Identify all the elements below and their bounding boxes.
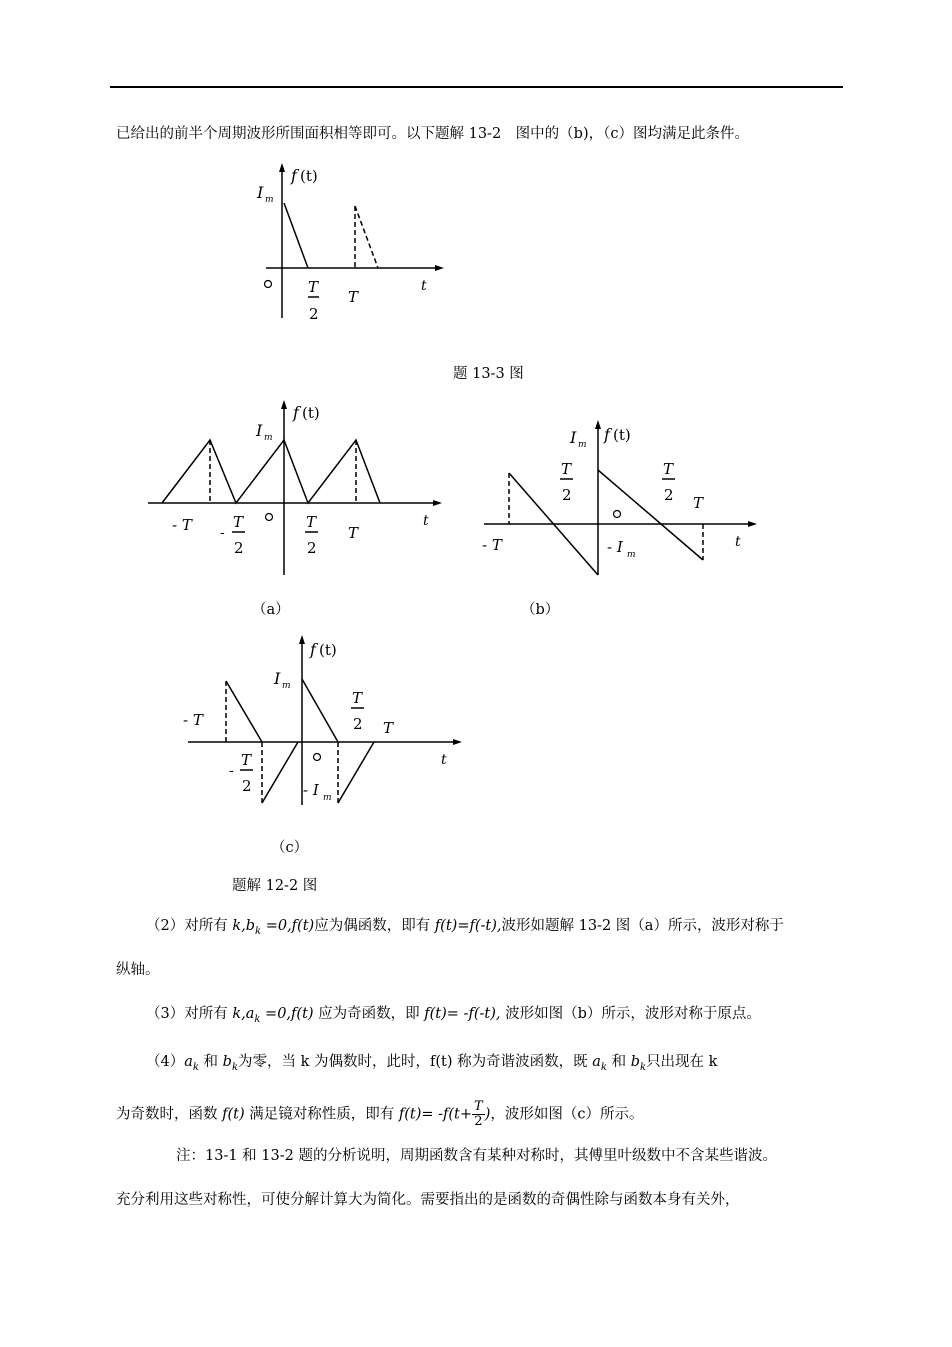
label-minus: - (220, 525, 225, 541)
label-T: T (306, 513, 317, 531)
label-t-paren: (t) (613, 426, 631, 444)
label-m: m (265, 195, 274, 205)
para-4-line-1: $(4)a_k$ 和 $b_k$为零，当 k 为偶数时，此时，f(t) 称为奇谐波函数，既 $a_k$ 和 $b_k$只出现在 k (146, 1054, 718, 1073)
label-2: 2 (307, 539, 317, 557)
label-2: 2 (234, 539, 244, 557)
origin-mark (314, 754, 321, 761)
caption-a: （a） (252, 602, 290, 618)
label-2: 2 (562, 486, 572, 504)
label-m: m (323, 793, 332, 803)
label-2: 2 (309, 305, 319, 323)
label-t-paren: (t) (319, 641, 337, 659)
para-3: （3）对所有 $k,a_k =0,f(t)$ 应为奇函数，即 f(t)= -f(-t), 波形如图（b）所示，波形对称于原点。 (146, 1006, 761, 1025)
caption-b: （b） (521, 602, 560, 618)
label-f: f (293, 403, 299, 422)
note-line-2: 充分利用这些对称性，可使分解计算大为简化。需要指出的是函数的奇偶性除与函数本身有关外， (116, 1192, 740, 1208)
caption-fig-12-2: 题解 12-2 图 (232, 878, 318, 894)
label-t: t (441, 752, 447, 768)
label-t-paren: (t) (300, 167, 318, 185)
label-minus: - (229, 763, 234, 779)
label-I: I (570, 428, 577, 447)
label-2: 2 (242, 777, 252, 795)
caption-fig-13-3: 题 13-3 图 (453, 366, 524, 382)
label-I: I (274, 669, 281, 688)
label-T: T (241, 751, 252, 769)
label-f: f (291, 166, 297, 185)
note-line-1: 注：13-1 和 13-2 题的分析说明，周期函数含有某种对称时，其傅里叶级数中不含某些谐波。 (176, 1148, 777, 1164)
label-T: T (348, 288, 359, 306)
fraction-T-over-2: $\frac{T}{2}$ (474, 1099, 483, 1129)
para-2-line-1: （2）对所有 $k,b_k =0,f(t)$应为偶函数，即有 f(t)=f(-t),波形如题解 13-2 图（a）所示，波形对称于 (146, 918, 784, 937)
label-minus-T: - T (172, 516, 192, 534)
label-2: 2 (664, 486, 674, 504)
label-m: m (282, 681, 291, 691)
label-t-paren: (t) (302, 404, 320, 422)
wave-segment (226, 681, 262, 742)
label-minus-I: - I (607, 538, 623, 556)
label-minus-T: - T (482, 536, 502, 554)
para-2-line-2: 纵轴。 (116, 962, 160, 978)
label-t: t (735, 534, 741, 550)
label-T: T (348, 524, 359, 542)
label-T: T (352, 689, 363, 707)
wave-segment (338, 742, 374, 803)
label-T: T (233, 513, 244, 531)
para-4-line-2: 为奇数时，函数 f(t) 满足镜对称性质，即有 f(t)= -f(t+ $\frac{T}{2}$ )，波形如图（c）所示。 (116, 1099, 644, 1129)
label-minus-I: - I (303, 781, 319, 799)
label-T: T (308, 278, 319, 296)
intro-line: 已给出的前半个周期波形所围面积相等即可。以下题解 13-2 图中的（b)，（c）图均满足此条件。 (116, 126, 749, 142)
label-2: 2 (353, 715, 363, 733)
label-T: T (663, 460, 674, 478)
wave-segment (302, 679, 338, 742)
caption-c: （c） (271, 840, 309, 856)
label-T: T (693, 494, 704, 512)
label-m: m (264, 433, 273, 443)
label-t: t (423, 513, 429, 529)
label-T: T (561, 460, 572, 478)
label-f: f (310, 640, 316, 659)
arrow-up (299, 635, 305, 644)
label-I: I (257, 183, 264, 202)
label-m: m (578, 440, 587, 450)
label-f: f (604, 425, 610, 444)
arrow-right (453, 739, 462, 745)
label-T: T (383, 719, 394, 737)
wave-segment (262, 742, 298, 803)
label-m: m (627, 550, 636, 560)
label-minus-T: - T (183, 711, 203, 729)
label-I: I (256, 421, 263, 440)
label-t: t (421, 278, 427, 294)
